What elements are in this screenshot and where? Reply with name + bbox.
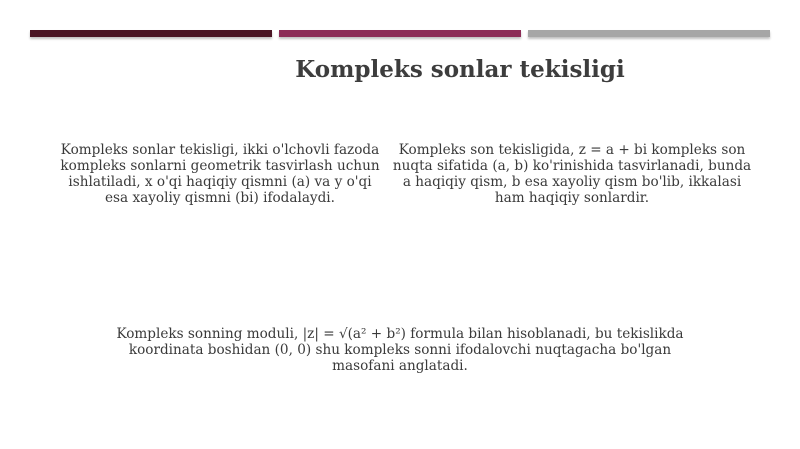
accent-bar-magenta [279,30,521,37]
paragraph-right: Kompleks son tekisligida, z = a + bi kompleks son nuqta sifatida (a, b) ko'rinishida tasvirlanadi, bunda a haqiqiy qism, b esa xayoliy qism bo'lib, ikkalasi ham haqiqiy sonlardir. [392,142,752,206]
paragraph-left: Kompleks sonlar tekisligi, ikki o'lchovli fazoda kompleks sonlarni geometrik tasvirlash uchun ishlatiladi, x o'qi haqiqiy qismni (a) va y o'qi esa xayoliy qismni (bi) ifodalaydi. [60,142,380,206]
accent-bar-dark [30,30,272,37]
slide-title: Kompleks sonlar tekisligi [295,56,625,83]
accent-bar-gray [528,30,770,37]
paragraph-bottom: Kompleks sonning moduli, |z| = √(a² + b²) formula bilan hisoblanadi, bu tekislikda koordinata boshidan (0, 0) shu kompleks sonni ifodalovchi nuqtagacha bo'lgan masofani anglatadi. [116,326,684,374]
